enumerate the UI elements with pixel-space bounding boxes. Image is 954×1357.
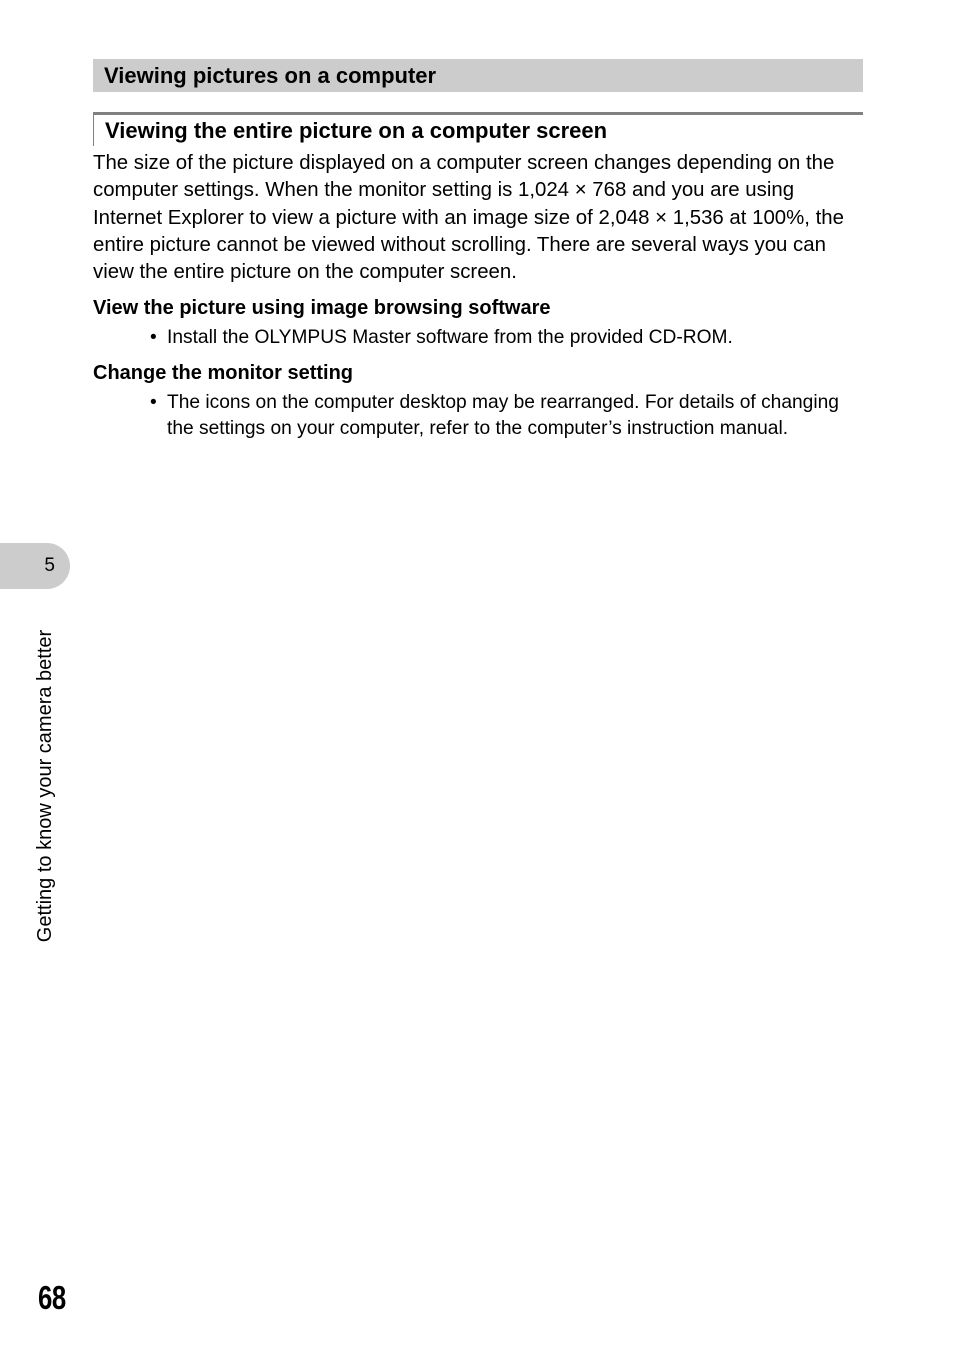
list-item <box>150 390 860 442</box>
option-heading-monitor: Change the monitor setting <box>93 362 353 384</box>
chapter-title-vertical: Getting to know your camera better <box>34 629 56 943</box>
bullet-text: Install the OLYMPUS Master software from the provided CD-ROM. <box>167 327 733 348</box>
bullet-text: The icons on the computer desktop may be rearranged. For details of changing the settings on your computer, refer to the computer’s instruction manual. <box>167 392 839 439</box>
section-title: Viewing pictures on a computer <box>104 63 437 88</box>
list-item <box>150 325 860 351</box>
option-heading-software: View the picture using image browsing software <box>93 297 551 319</box>
subsection-title: Viewing the entire picture on a computer screen <box>105 118 608 143</box>
bullet-icon: • <box>150 392 157 413</box>
section-title-bar <box>93 59 863 92</box>
subsection-heading <box>93 112 863 146</box>
bullet-icon: • <box>150 327 157 348</box>
chapter-tab <box>0 543 70 589</box>
chapter-number: 5 <box>44 555 55 576</box>
page-number: 68 <box>38 1279 66 1316</box>
intro-paragraph: The size of the picture displayed on a computer screen changes depending on the computer settings. When the monitor setting is 1,024 × 768 and you are using Internet Explorer to view a picture with an image size of 2,048 × 1,536 at 100%, the entire picture cannot be viewed without scrolling. There are several ways you can view the entire picture on the computer screen. <box>93 152 844 284</box>
